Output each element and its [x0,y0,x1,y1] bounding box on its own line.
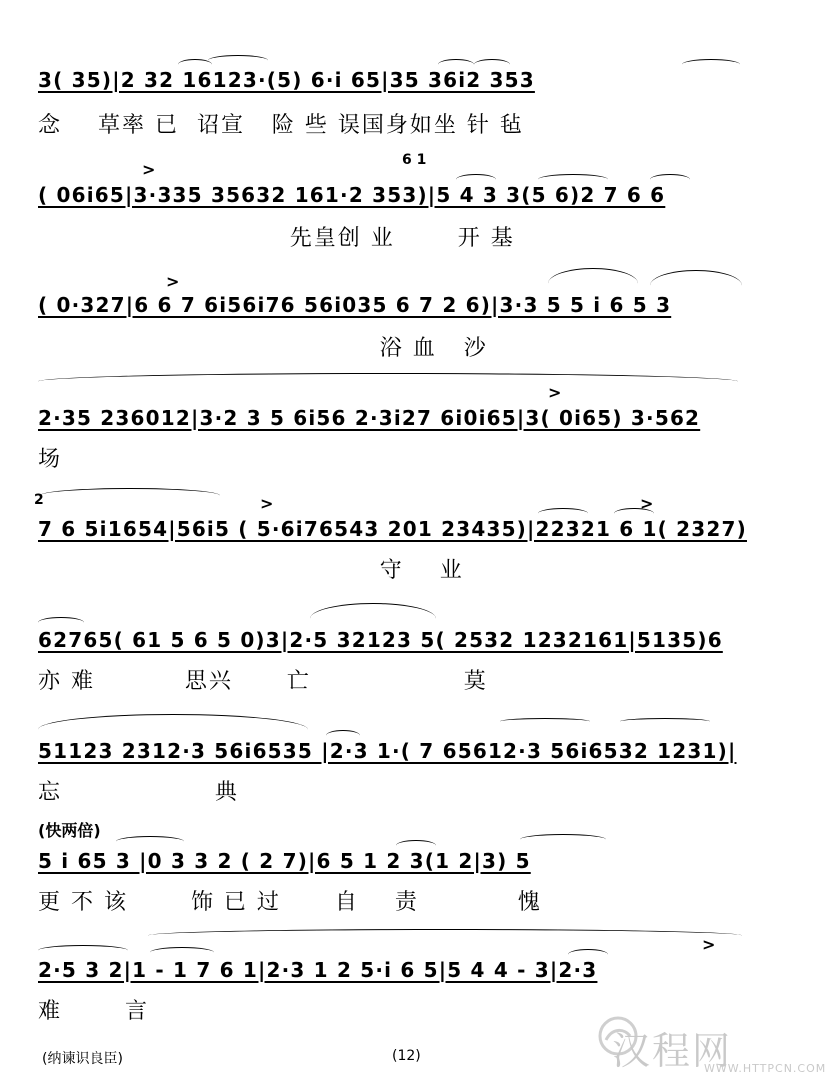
footer-title: (纳谏识良臣) [42,1051,123,1067]
slur [614,508,654,519]
slur [456,174,496,185]
lyrics-line: 更 不 该 饰 已 过 自 责 愧 [38,890,542,915]
lyrics-line: 亦 难 思兴 亡 莫 [38,669,488,694]
watermark-url: WWW.HTTPCN.COM [704,1062,826,1075]
lyrics-line: 念 草率 已 诏宣 险 些 误国身如坐 针 毡 [38,113,524,138]
hairpin [500,718,590,725]
jianpu-notes: 62765( 61 5 6 5 0)3|2·5 32123 5( 2532 1232161|5135)6 [38,628,723,652]
page-number: (12) [392,1048,421,1064]
jianpu-notes: 51123 2312·3 56i6535 |2·3 1·( 7 65612·3 56i6532 1231)| [38,739,737,763]
jianpu-notes: 7 6 5i1654|56i5 ( 5·6i76543 201 23435)|22321 6 1( 2327) [38,517,747,541]
watermark-text: 汉程网 [612,1029,733,1073]
slur [682,59,740,70]
lyrics-line: 忘 典 [38,780,239,805]
phrase-slur [148,929,742,942]
jianpu-notes: 5 i 65 3 |0 3 3 2 ( 2 7)|6 5 1 2 3(1 2|3) 5 [38,849,531,873]
lyrics-line: 先皇创 业 开 基 [38,226,515,251]
slur [538,508,588,519]
lyrics-line: 场 [38,447,63,472]
accent-mark: > [260,494,274,513]
score-system-7 [0,736,790,846]
slur [538,174,608,185]
jianpu-notes: ( 0·327|6 6 7 6i56i76 56i035 6 7 2 6)|3·3 5 5 i 6 5 3 [38,293,672,317]
mini-notes: 6 1 [402,152,427,168]
slur [650,174,690,185]
jianpu-notes: 3( 35)|2 32 16123·(5) 6·i 65|35 36i2 353 [38,68,535,92]
grace-note: 2 [34,492,44,508]
slur [438,59,474,70]
lyrics-line: 难 言 [38,999,149,1024]
slur [208,55,268,66]
accent-mark: > [702,935,716,954]
jianpu-notes: 2·5 3 2|1 - 1 7 6 1|2·3 1 2 5·i 6 5|5 4 4 - 3|2·3 [38,958,598,982]
phrase-slur [40,488,220,503]
phrase-slur [38,373,738,390]
lyrics-line: 浴 血 沙 [38,336,488,361]
jianpu-notes: ( 06i65|3·335 35632 161·2 353)|5 4 3 3(5 6)2 7 6 6 [38,183,666,207]
accent-mark: > [142,160,156,179]
accent-mark: > [548,383,562,402]
slur [520,834,606,845]
accent-mark: > [166,272,180,291]
jianpu-notes: 2·35 236012|3·2 3 5 6i56 2·3i27 6i0i65|3( 0i65) 3·562 [38,406,701,430]
slur [178,59,212,70]
score-system-1 [0,65,790,175]
hairpin [620,718,710,725]
slur [474,59,510,70]
tempo-mark: (快两倍) [38,821,101,840]
accent-mark: > [640,494,654,513]
lyrics-line: 守 业 [38,558,464,583]
